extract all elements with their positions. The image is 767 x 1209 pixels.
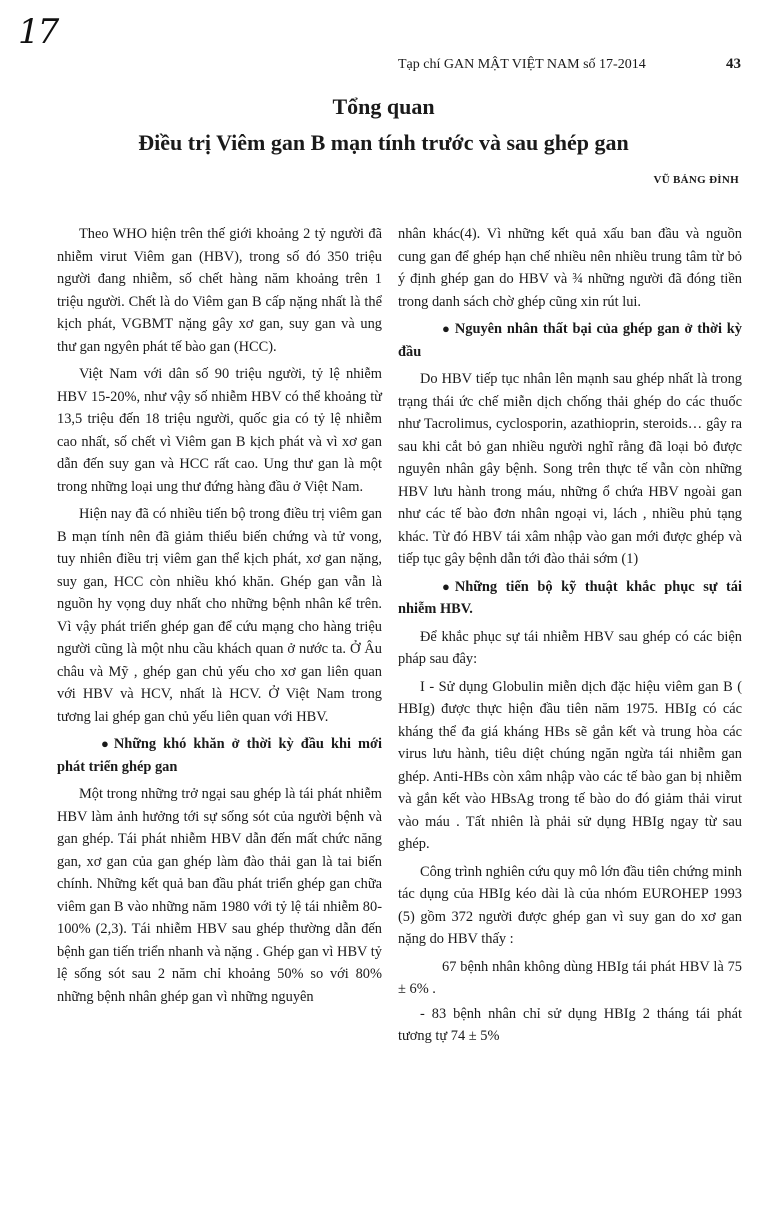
article-title: Điều trị Viêm gan B mạn tính trước và sau ghép gan xyxy=(138,130,629,155)
paragraph: Hiện nay đã có nhiều tiến bộ trong điều trị viêm gan B mạn tính nên đã giảm thiểu biến chứng và tử vong, tuy nhiên điều trị viêm gan thể kịch phát, xơ gan nặng, suy gan, HCC còn nhiều khó khăn. Ghép gan vẫn là nguồn hy vọng duy nhất cho những bệnh nhân kể trên. Vì vậy phát triển ghép gan để cứu mạng cho hàng triệu người cũng là một nhu cầu khách quan ở nước ta. Ở Âu châu và Mỹ , ghép gan chủ yếu cho xơ gan liên quan với HBV và HCV, nhất là HCV. Ở Việt Nam trong tương lai ghép gan chủ yếu liên quan với HBV. xyxy=(57,506,382,725)
article-kicker: Tổng quan xyxy=(332,94,435,119)
paragraph: I - Sử dụng Globulin miễn dịch đặc hiệu viêm gan B ( HBIg) được thực hiện đầu tiên năm 1975. HBIg có các kháng thể đa giá kháng HBs sẽ gắn kết và trung hòa các virus lưu hành, tiêu diệt chúng ngăn ngừa tái nhiễm gan ghép. Anti-HBs còn xâm nhập vào các tế bào gan bị nhiễm và gắn kết vào HBsAg trong tế bào do đó giảm thải virut vào máu . Tất nhiên là phải sử dụng HBIg ngay từ sau ghép. xyxy=(398,678,742,852)
left-column xyxy=(57,223,382,1013)
paragraph: Để khắc phục sự tái nhiễm HBV sau ghép có các biện pháp sau đây: xyxy=(398,628,742,667)
section-heading: ● Những khó khăn ở thời kỳ đầu khi mới phát triển ghép gan xyxy=(57,733,382,778)
paragraph: Việt Nam với dân số 90 triệu người, tỷ lệ nhiễm HBV 15-20%, như vậy số nhiễm HBV có thể khoảng từ 13,5 triệu đến 18 triệu người, quốc gia có tỷ lệ nhiễm cao nhất, số chết vì Viêm gan B kịch phát và vì xơ gan dẫn đến suy gan và HCC rất cao. Ung thư gan là một trong những loại ung thư đứng hàng đầu ở Việt Nam. xyxy=(57,366,382,495)
bullet-icon: ● xyxy=(101,736,109,751)
article-author: VŨ BẢNG ĐÌNH xyxy=(653,174,739,186)
section-heading: ● Những tiến bộ kỹ thuật khắc phục sự tái nhiễm HBV. xyxy=(398,576,742,621)
page-number: 43 xyxy=(726,56,741,72)
right-column xyxy=(398,223,742,1053)
paragraph: Công trình nghiên cứu quy mô lớn đầu tiên chứng minh tác dụng của HBIg kéo dài là của nhóm EUROHEP 1993 (5) gồm 372 người được ghép gan vì suy gan do xơ gan nặng do HBV thấy : xyxy=(398,863,742,947)
result-line: - 83 bệnh nhân chỉ sử dụng HBIg 2 tháng tái phát tương tự 74 ± 5% xyxy=(398,1005,742,1044)
section-heading: ● Nguyên nhân thất bại của ghép gan ở thời kỳ đầu xyxy=(398,318,742,363)
bullet-icon: ● xyxy=(442,578,450,594)
paragraph: Do HBV tiếp tục nhân lên mạnh sau ghép nhất là trong trạng thái ức chế miễn dịch chống thải ghép do các thuốc như Tacrolimus, cyclosporin, azathioprin, steroids… gây ra sau khi cắt bỏ gan nhiều người nghĩ rằng đã loại bỏ được nguyên nhân gây bệnh. Song trên thực tế vẫn còn những HBV lưu hành trong máu, những ổ chứa HBV ngoài gan như các tế bào đơn nhân ngoại vi, lách , nhiều phủ tạng khác. Từ đó HBV tái xâm nhập vào gan mới được ghép và tiếp tục gây bệnh dẫn tới đào thải sớm (1) xyxy=(398,371,742,567)
running-header xyxy=(398,56,741,73)
journal-name: Tạp chí GAN MẬT VIỆT NAM số 17-2014 xyxy=(398,57,646,72)
result-line: 67 bệnh nhân không dùng HBIg tái phát HBV là 75 ± 6% . xyxy=(398,958,742,997)
paragraph: nhân khác(4). Vì những kết quả xấu ban đầu và nguồn cung gan để ghép hạn chế nhiều nên nhiều trung tâm từ bỏ ý định ghép gan do HBV và ¾ những người đã đóng tiền trong danh sách chờ ghép cũng xin rút lui. xyxy=(398,226,742,310)
paragraph: Một trong những trở ngại sau ghép là tái phát nhiễm HBV làm ảnh hưởng tới sự sống sót của người bệnh và gan ghép. Tái phát nhiễm HBV dẫn đến mất chức năng gan, xơ gan của gan ghép làm đào thải gan là tai biến chính. Những kết quả ban đầu phát triển ghép gan chữa viêm gan B vào những năm 1980 với tỷ lệ tái nhiễm 80-100% (2,3). Tái nhiễm HBV sau ghép thường dẫn đến bệnh gan tiến triển nhanh và nặng . Ghép gan vì HBV tỷ lệ sống sót sau 2 năm chỉ khoảng 50% so với 80% những bệnh nhân ghép gan vì những nguyên xyxy=(57,786,382,1005)
paragraph: Theo WHO hiện trên thế giới khoảng 2 tỷ người đã nhiễm virut Viêm gan (HBV), trong số đó 350 triệu người đang nhiễm, số chết hàng năm khoảng trên 1 triệu người. Chết là do Viêm gan B cấp nặng nhất là thể kịch phát, VGBMT nặng gây xơ gan, suy gan và ung thư gan ngyên phát tế bào gan (HCC). xyxy=(57,226,382,355)
bullet-icon: ● xyxy=(442,321,450,336)
handwritten-page-mark: 17 xyxy=(18,12,58,52)
